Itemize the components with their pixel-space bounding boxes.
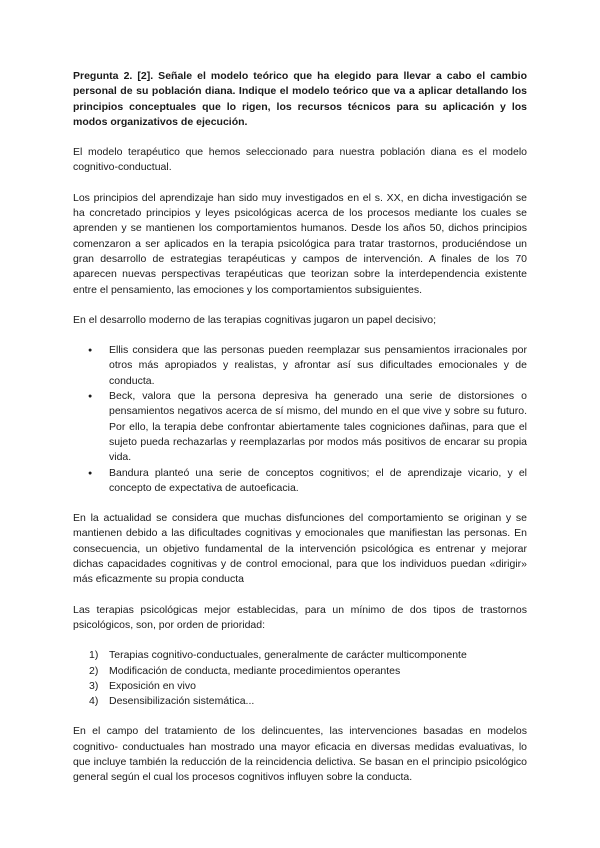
question-heading: Pregunta 2. [2]. Señale el modelo teórico que ha elegido para llevar a cabo el cambio personal de su población diana. Indique el modelo teórico que va a aplicar detallando los principios conceptuales que lo rigen, los recursos técnicos para su aplicación y los modos organizativos de ejecución. xyxy=(73,70,527,128)
ranked-item xyxy=(73,679,527,694)
authors-bullet-list xyxy=(73,343,527,496)
ranked-item-text: Modificación de conducta, mediante procedimientos operantes xyxy=(109,664,401,677)
ranked-item-number: 4) xyxy=(89,695,99,708)
paragraph-offender-treatment: En el campo del tratamiento de los delincuentes, las intervenciones basadas en modelos cognitivo- conductuales han mostrado una mayor eficacia en diversas medidas evaluativas, lo que incluye también la reducción de la reincidencia delictiva. Se basan en el principio psicológico general según el cual los procesos cognitivos influyen sobre la conducta. xyxy=(73,725,527,784)
paragraph-cognitive-therapies-intro: En el desarrollo moderno de las terapias cognitivas jugaron un papel decisivo; xyxy=(73,313,437,326)
ranked-item-text: Desensibilización sistemática... xyxy=(109,695,255,708)
ranked-item xyxy=(73,648,527,663)
bullet-item-ellis: ● Ellis considera que las personas pueden reemplazar sus pensamientos irracionales por otros más apropiados y realistas, y afrontar así sus dificultades emocionales y de conducta. xyxy=(73,343,527,389)
bullet-item-bandura: ● Bandura planteó una serie de conceptos cognitivos; el de aprendizaje vicario, y el concepto de expectativa de autoeficacia. xyxy=(73,466,527,497)
ranked-item xyxy=(73,664,527,679)
paragraph-established-therapies: Las terapias psicológicas mejor establecidas, para un mínimo de dos tipos de trastornos psicológicos, son, por orden de prioridad: xyxy=(73,603,527,631)
ranked-item-number: 3) xyxy=(89,679,99,692)
ranked-item-text: Terapias cognitivo-conductuales, generalmente de carácter multicomponente xyxy=(109,649,467,662)
bullet-item-beck: ● Beck, valora que la persona depresiva ha generado una serie de distorsiones o pensamientos negativos acerca de sí mismo, del mundo en el que vive y sobre su futuro. Por ello, la terapia debe confrontar abiertamente tales cogniciones dañinas, para que el sujeto pueda rechazarlas y reemplazarlas por modos más positivos de encarar su propia vida. xyxy=(73,389,527,465)
therapies-ranked-list xyxy=(73,648,527,709)
paragraph-learning-principles: Los principios del aprendizaje han sido muy investigados en el s. XX, en dicha investigación se ha concretado principios y leyes psicológicas acerca de los procesos mediante los cuales se aprenden y se mantienen los comportamientos humanos. Desde los años 50, dichos principios comenzaron a ser aplicados en la terapia psicológica para tratar trastornos, produciéndose un gran desarrollo de estrategias terapéuticas y campos de intervención. A finales de los 70 aparecen nuevas perspectivas terapéuticas que teorizan sobre la interdependencia existente entre el pensamiento, las emociones y los comportamientos subsiguientes. xyxy=(73,191,527,296)
ranked-item-text: Exposición en vivo xyxy=(109,679,196,692)
paragraph-current-view: En la actualidad se considera que muchas disfunciones del comportamiento se originan y se mantienen debido a las dificultades cognitivas y emocionales que manifiestan las personas. En consecuencia, un objetivo fundamental de la intervención psicológica es entrenar y mejorar dichas capacidades cognitivas y de control emocional, para que los individuos puedan «dirigir» más eficazmente su propia conducta xyxy=(73,512,527,586)
ranked-item xyxy=(73,694,527,709)
ranked-item-number: 2) xyxy=(89,664,99,677)
paragraph-model-selection: El modelo terapéutico que hemos seleccionado para nuestra población diana es el modelo cognitivo-conductual. xyxy=(73,146,527,174)
ranked-item-number: 1) xyxy=(89,649,99,662)
